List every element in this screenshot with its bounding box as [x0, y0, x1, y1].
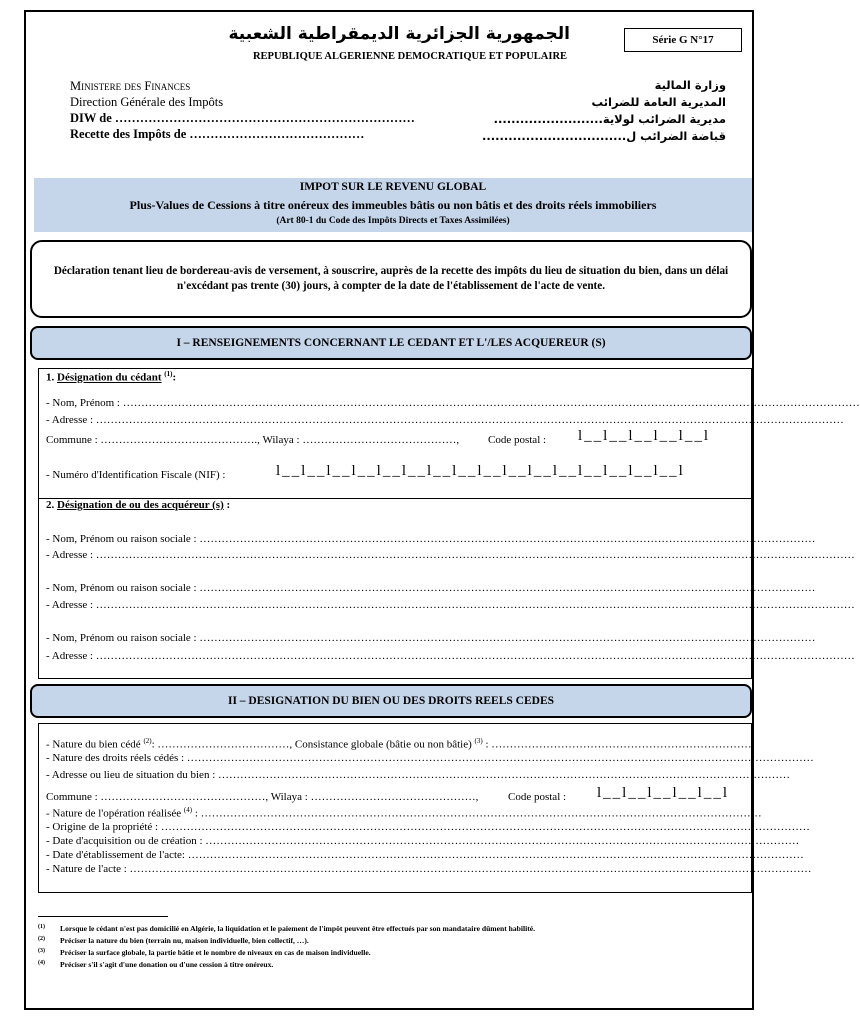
footnote-3: (3) Préciser la surface globale, la partie bâtie et le nombre de niveaux en cas de maison individuelle. — [38, 948, 371, 957]
cedant-nif-boxes[interactable]: l__l__l__l__l__l__l__l__l__l__l__l__l__l__l__l__l — [276, 463, 685, 479]
section-1-header — [30, 326, 752, 360]
nature-bien-field[interactable]: - Nature du bien cédé $^{(2)}$: ………………………………, Consistance globale (bâtie ou non bâtie) $^{(3)}$ : ……………………………………………………………… — [46, 737, 756, 751]
acquereur-3-adresse-field[interactable]: - Adresse : ……………………………………………………………………………………………………………………………………………………………………………………… — [46, 650, 855, 662]
bien-code-postal-boxes[interactable]: l__l__l__l__l__l — [597, 785, 730, 801]
footnote-1: (1) Lorsque le cédant n'est pas domicilié en Algérie, la liquidation et le paiement de l'impôt peuvent être effectués par son mandataire dûment habilité. — [38, 924, 536, 933]
declaration-notice — [30, 240, 752, 318]
footnote-rule — [38, 916, 168, 917]
serie-number-badge: Série G N°17 — [624, 28, 742, 52]
date-acquisition-field[interactable]: - Date d'acquisition ou de création : ……………………………………………………………………………………………………………………………………………… — [46, 835, 800, 847]
cedant-heading: 1. Désignation du cédant $^{(1)}$: — [46, 370, 177, 384]
section-1-title: I – RENSEIGNEMENTS CONCERNANT LE CEDANT ET L'/LES ACQUEREUR (S) — [176, 337, 606, 349]
french-republic-title: REPUBLIQUE ALGERIENNE DEMOCRATIQUE ET POPULAIRE — [252, 51, 568, 62]
footnote-4: (4) Préciser s'il s'agit d'une donation ou d'une cession à titre onéreux. — [38, 960, 274, 969]
form-title-block — [34, 178, 752, 232]
droits-reels-field[interactable]: - Nature des droits réels cédés : ……………………………………………………………………………………………………………………………………………………… — [46, 752, 814, 764]
diw-field[interactable]: DIW de ……………………………………………………………… — [70, 111, 415, 125]
footnote-2: (2) Préciser la nature du bien (terrain nu, maison individuelle, bien collectif, …). — [38, 936, 309, 945]
form-legal-reference: (Art 80-1 du Code des Impôts Directs et Taxes Assimilées) — [276, 216, 510, 226]
ministry-label: Ministere des Finances — [70, 79, 191, 93]
cedant-code-postal-boxes[interactable]: l__l__l__l__l__l — [578, 428, 711, 444]
cedant-adresse-field[interactable]: - Adresse : …………………………………………………………………………………………………………………………………………………………………………………… — [46, 414, 844, 426]
cedant-code-postal-label: Code postal : — [488, 434, 547, 446]
adresse-bien-field[interactable]: - Adresse ou lieu de situation du bien : ………………………………………………………………………………………………………………………………………… — [46, 769, 790, 781]
acquereur-2-adresse-field[interactable]: - Adresse : ……………………………………………………………………………………………………………………………………………………………………………………… — [46, 599, 855, 611]
date-etablissement-field[interactable]: - Date d'établissement de l'acte: …………………………………………………………………………………………………………………………………………………… — [46, 849, 804, 861]
bien-code-postal-label: Code postal : — [508, 791, 567, 803]
nature-acte-field[interactable]: - Nature de l'acte : …………………………………………………………………………………………………………………………………………………………………… — [46, 863, 812, 875]
acquereur-2-nom-field[interactable]: - Nom, Prénom ou raison sociale : …………………………………………………………………………………………………………………………………………………… — [46, 582, 816, 594]
recette-field[interactable]: Recette des Impôts de …………………………………… — [70, 127, 365, 141]
origine-propriete-field[interactable]: - Origine de la propriété : …………………………………………………………………………………………………………………………………………………………… — [46, 821, 810, 833]
arabic-republic-title: الجمهورية الجزائرية الديمقراطية الشعبية — [228, 24, 570, 44]
acquereur-1-adresse-field[interactable]: - Adresse : ……………………………………………………………………………………………………………………………………………………………………………………… — [46, 549, 855, 561]
form-subtitle: Plus-Values de Cessions à titre onéreux des immeubles bâtis ou non bâtis et des droits réels immobiliers — [129, 198, 657, 212]
nature-operation-field[interactable]: - Nature de l'opération réalisée $^{(4)}$ : ……………………………………………………………………………………………………………………………………… — [46, 806, 762, 820]
arabic-ministry-label: وزارة المالية — [654, 78, 726, 92]
arabic-diw-field[interactable]: مديرية الضرائب لولاية......................... — [493, 112, 726, 126]
cedant-commune-field[interactable]: Commune : ……………………………………., Wilaya : ……………………………………, — [46, 434, 460, 446]
acquereur-1-nom-field[interactable]: - Nom, Prénom ou raison sociale : …………………………………………………………………………………………………………………………………………………… — [46, 533, 816, 545]
cedant-nom-field[interactable]: - Nom, Prénom : ………………………………………………………………………………………………………………………………………………………………………………… — [46, 397, 860, 409]
cedant-nif-label: - Numéro d'Identification Fiscale (NIF) : — [46, 469, 226, 481]
section-2-header — [30, 684, 752, 718]
arabic-recette-field[interactable]: قباضة الضرائب ل................................. — [482, 129, 726, 143]
arabic-direction-label: المديرية العامة للضرائب — [591, 95, 726, 109]
declaration-text: Déclaration tenant lieu de bordereau-avis de versement, à souscrire, auprès de la recette des impôts du lieu de situation du bien, dans un délai n'excédant pas trente (30) jours, à compter de la date de l'établissement de l'acte de vente. — [53, 265, 729, 292]
direction-label: Direction Générale des Impôts — [70, 95, 224, 109]
bien-commune-field[interactable]: Commune : ………………………………………, Wilaya : ………………………………………, — [46, 791, 479, 803]
section-2-title: II – DESIGNATION DU BIEN OU DES DROITS REELS CEDES — [227, 695, 555, 707]
acquereur-heading: 2. Désignation de ou des acquéreur (s) : — [46, 499, 231, 511]
acquereur-3-nom-field[interactable]: - Nom, Prénom ou raison sociale : …………………………………………………………………………………………………………………………………………………… — [46, 632, 816, 644]
form-title: IMPOT SUR LE REVENU GLOBAL — [299, 181, 487, 193]
